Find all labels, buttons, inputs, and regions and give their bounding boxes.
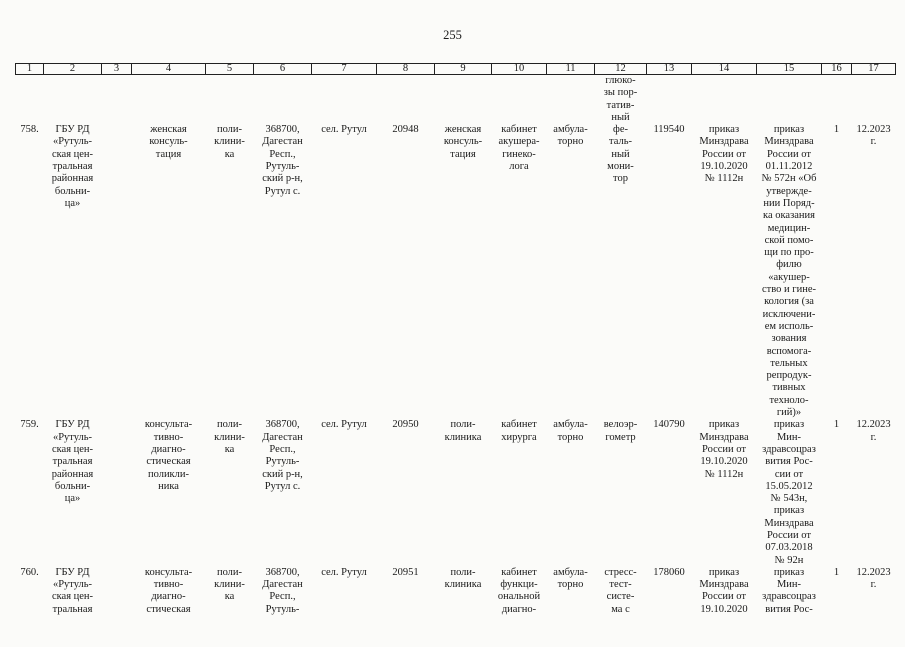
cell-line: амбула- bbox=[553, 419, 588, 431]
cell-line: 19.10.2020 bbox=[700, 603, 748, 615]
cell-line: тральная bbox=[52, 456, 93, 468]
cell-line: Минздрава bbox=[699, 579, 749, 591]
cell-line: 20951 bbox=[392, 566, 419, 578]
cell-date bbox=[852, 419, 896, 567]
cell-equipment-code bbox=[647, 124, 692, 419]
cell-row-number: 760. bbox=[20, 566, 39, 578]
cell-organization bbox=[44, 567, 102, 647]
cell-line: Мин- bbox=[776, 431, 802, 443]
column-header: 9 bbox=[435, 64, 492, 75]
cell-line: приказ bbox=[773, 419, 805, 431]
cell-line: амбула- bbox=[553, 566, 588, 578]
cell-line: ская цен- bbox=[51, 148, 94, 160]
cell-line: нии Поряд- bbox=[763, 197, 815, 209]
cell-line: поли- bbox=[216, 124, 243, 136]
cell-line: ника bbox=[158, 480, 179, 492]
cell-line: сел. Рутул bbox=[321, 124, 367, 136]
cell-department bbox=[132, 124, 206, 419]
cell-line: районная bbox=[51, 468, 94, 480]
cell-line: гий)» bbox=[776, 407, 802, 419]
cell-line: техноло- bbox=[769, 394, 809, 406]
cell-address bbox=[254, 419, 312, 567]
cell-line: 20950 bbox=[392, 419, 419, 431]
cell-line: 368700, bbox=[265, 124, 300, 136]
column-header: 7 bbox=[312, 64, 377, 75]
column-header: 1 bbox=[16, 64, 44, 75]
cell-line: «акушер- bbox=[768, 271, 810, 283]
cell-line: консульта- bbox=[144, 419, 193, 431]
table-row bbox=[16, 419, 896, 567]
cell-line: клини- bbox=[214, 431, 245, 443]
cell-line: ца» bbox=[64, 493, 81, 505]
cell-line: Респ., bbox=[269, 591, 296, 603]
column-header: 2 bbox=[44, 64, 102, 75]
cell-room bbox=[492, 419, 547, 567]
cell-line: консуль- bbox=[149, 136, 188, 148]
cell-code bbox=[377, 124, 435, 419]
cell-line: хирурга bbox=[501, 431, 537, 443]
cell-standard bbox=[757, 419, 822, 567]
cell-line: приказ bbox=[708, 124, 740, 136]
cell-line: гинеко- bbox=[502, 148, 536, 160]
cell-line: стическая bbox=[146, 456, 191, 468]
cell-line: приказ bbox=[773, 124, 805, 136]
cell-equipment bbox=[595, 567, 647, 647]
cell-line: акушера- bbox=[498, 136, 540, 148]
cell-row-number: 758. bbox=[20, 124, 39, 136]
cell-line: России от bbox=[702, 443, 746, 455]
cell-line: 12.2023 г. bbox=[856, 419, 891, 443]
cell-line: Дагестан bbox=[262, 431, 303, 443]
cell-line: ка bbox=[224, 148, 235, 160]
cell-line: женская bbox=[150, 124, 187, 136]
cell-line: женская bbox=[444, 124, 482, 136]
cell-department bbox=[132, 567, 206, 647]
cell-line: тивных bbox=[772, 382, 806, 394]
cell-equipment-code bbox=[647, 419, 692, 567]
cell-line: тест- bbox=[609, 579, 632, 591]
cell-line: исключени- bbox=[762, 308, 816, 320]
cell-line: № 92н bbox=[774, 554, 804, 566]
column-header: 4 bbox=[132, 64, 206, 75]
cell-line: медицин- bbox=[767, 222, 811, 234]
cell-line: тельных bbox=[770, 357, 808, 369]
cell-line: фе- bbox=[613, 124, 628, 136]
cell-subdivision bbox=[435, 124, 492, 419]
cell-facility-type bbox=[206, 124, 254, 419]
cell-line: России от bbox=[702, 591, 746, 603]
cell-line: Рутуль- bbox=[265, 161, 300, 173]
cell-line: вития Рос- bbox=[765, 456, 813, 468]
cell-line: ный bbox=[611, 111, 630, 123]
column-number-row bbox=[16, 64, 896, 75]
cell-line: стическая bbox=[146, 603, 191, 615]
cell-line: функци- bbox=[500, 579, 538, 591]
cell-line: мони- bbox=[607, 161, 634, 173]
cell-line: приказ bbox=[773, 505, 805, 517]
cell-line: здравсоцраз bbox=[762, 443, 816, 455]
cell-line: 19.10.2020 bbox=[700, 456, 748, 468]
cell-line: № 543н, bbox=[770, 493, 808, 505]
cell-col3 bbox=[102, 419, 132, 567]
cell-line: сел. Рутул bbox=[321, 419, 367, 431]
cell-line: России от bbox=[767, 148, 811, 160]
cell-line: ный bbox=[611, 148, 630, 160]
cell-line: ский р-н, bbox=[262, 468, 303, 480]
cell-line: 01.11.2012 bbox=[765, 161, 813, 173]
cell-line: Рутул с. bbox=[264, 480, 301, 492]
cell-line: консуль- bbox=[443, 136, 483, 148]
cell-care-form bbox=[547, 567, 595, 647]
cell-settlement bbox=[312, 419, 377, 567]
column-header: 5 bbox=[206, 64, 254, 75]
cell-line: кабинет bbox=[501, 566, 537, 578]
cell-line: тация bbox=[450, 148, 476, 160]
cell-standard bbox=[757, 124, 822, 419]
cell-line: систе- bbox=[606, 591, 635, 603]
cell-room bbox=[492, 124, 547, 419]
cell-line: ство и гине- bbox=[762, 284, 816, 296]
cell-line: 1 bbox=[833, 566, 840, 578]
cell-organization bbox=[44, 419, 102, 567]
cell-line: Дагестан bbox=[262, 136, 303, 148]
cell-line: вспомога- bbox=[766, 345, 812, 357]
cell-line: 19.10.2020 bbox=[700, 161, 748, 173]
cell-line: глюко- bbox=[605, 75, 636, 86]
cell-line: поли- bbox=[450, 566, 476, 578]
cell-line: больни- bbox=[54, 185, 91, 197]
cell-organization bbox=[44, 124, 102, 419]
cell-line: № 1112н bbox=[704, 173, 744, 185]
cell-standard bbox=[757, 567, 822, 647]
cell-line: «Рутуль- bbox=[52, 431, 93, 443]
cell-line: ца» bbox=[64, 197, 81, 209]
cell-line: «Рутуль- bbox=[52, 579, 93, 591]
cell-line: России от bbox=[702, 148, 746, 160]
cell-date bbox=[852, 567, 896, 647]
cell-line: торно bbox=[557, 431, 584, 443]
cell-line: 20948 bbox=[392, 124, 419, 136]
cell-line: Минздрава bbox=[764, 136, 814, 148]
cell-line: ской помо- bbox=[764, 234, 814, 246]
cell-line: Респ., bbox=[269, 148, 296, 160]
column-header: 13 bbox=[647, 64, 692, 75]
cell-line: тация bbox=[155, 148, 182, 160]
cell-line: ский р-н, bbox=[262, 173, 303, 185]
cell-line: ская цен- bbox=[51, 591, 94, 603]
cell-col3 bbox=[102, 567, 132, 647]
continuation-row bbox=[16, 75, 896, 125]
cell-line: тральная bbox=[52, 603, 93, 615]
cell-line: Минздрава bbox=[764, 517, 814, 529]
cell-line: клиника bbox=[444, 579, 482, 591]
cell-line: лога bbox=[509, 161, 529, 173]
cell-line: Рутул с. bbox=[264, 185, 301, 197]
cell-date bbox=[852, 124, 896, 419]
cell-line: Минздрава bbox=[699, 136, 749, 148]
cell-equipment-continued bbox=[595, 75, 647, 125]
cell-line: 12.2023 г. bbox=[856, 566, 891, 591]
cell-line: 1 bbox=[833, 124, 840, 136]
cell-facility-type bbox=[206, 567, 254, 647]
cell-order bbox=[692, 567, 757, 647]
cell-line: утвержде- bbox=[766, 185, 812, 197]
cell-line: 368700, bbox=[265, 419, 300, 431]
cell-settlement bbox=[312, 124, 377, 419]
cell-line: сел. Рутул bbox=[321, 566, 367, 578]
cell-line: диагно- bbox=[151, 591, 186, 603]
cell-line: приказ bbox=[773, 566, 805, 578]
cell-line: зования bbox=[771, 333, 807, 345]
page-number: 255 bbox=[443, 28, 462, 42]
cell-line: тивно- bbox=[153, 431, 184, 443]
cell-line: ка bbox=[224, 591, 235, 603]
cell-line: торно bbox=[557, 579, 584, 591]
cell-line: клини- bbox=[214, 136, 245, 148]
cell-address bbox=[254, 124, 312, 419]
cell-line: репродук- bbox=[766, 370, 812, 382]
cell-line: 15.05.2012 bbox=[765, 480, 813, 492]
column-header: 17 bbox=[852, 64, 896, 75]
cell-line: амбула- bbox=[553, 124, 588, 136]
cell-line: ем исполь- bbox=[764, 320, 814, 332]
cell-line: Рутуль- bbox=[265, 456, 300, 468]
cell-line: районная bbox=[51, 173, 94, 185]
cell-line: кабинет bbox=[501, 124, 537, 136]
cell-line: поликли- bbox=[147, 468, 190, 480]
cell-line: 07.03.2018 bbox=[765, 542, 813, 554]
column-header: 3 bbox=[102, 64, 132, 75]
cell-line: 178060 bbox=[653, 566, 685, 578]
cell-facility-type bbox=[206, 419, 254, 567]
cell-line: торно bbox=[557, 136, 584, 148]
cell-line: поли- bbox=[216, 566, 243, 578]
cell-line: поли- bbox=[216, 419, 243, 431]
cell-row-number: 759. bbox=[20, 419, 39, 431]
cell-line: здравсоцраз bbox=[762, 591, 816, 603]
cell-line: приказ bbox=[708, 566, 740, 578]
cell-line: зы пор- bbox=[603, 87, 638, 99]
cell-room bbox=[492, 567, 547, 647]
cell-line: 368700, bbox=[265, 566, 300, 578]
cell-quantity bbox=[822, 419, 852, 567]
cell-line: клиника bbox=[444, 431, 482, 443]
cell-line: тивно- bbox=[153, 579, 184, 591]
cell-subdivision bbox=[435, 419, 492, 567]
cell-col3 bbox=[102, 124, 132, 419]
cell-line: Мин- bbox=[776, 579, 802, 591]
cell-line: кабинет bbox=[501, 419, 537, 431]
cell-line: Рутуль- bbox=[265, 603, 300, 615]
cell-code bbox=[377, 567, 435, 647]
cell-line: ГБУ РД bbox=[55, 124, 90, 136]
cell-line: ГБУ РД bbox=[55, 566, 90, 578]
column-header: 14 bbox=[692, 64, 757, 75]
cell-line: диагно- bbox=[151, 443, 186, 455]
cell-line: ская цен- bbox=[51, 443, 94, 455]
cell-line: Минздрава bbox=[699, 431, 749, 443]
cell-quantity bbox=[822, 567, 852, 647]
cell-department bbox=[132, 419, 206, 567]
cell-line: сии от bbox=[774, 468, 804, 480]
column-header: 10 bbox=[492, 64, 547, 75]
cell-line: № 572н «Об bbox=[761, 173, 817, 185]
cell-line: «Рутуль- bbox=[52, 136, 93, 148]
cell-equipment-code bbox=[647, 567, 692, 647]
cell-line: консульта- bbox=[144, 566, 193, 578]
cell-line: ГБУ РД bbox=[55, 419, 90, 431]
cell-order bbox=[692, 419, 757, 567]
cell-line: клини- bbox=[214, 579, 245, 591]
cell-care-form bbox=[547, 419, 595, 567]
cell-equipment bbox=[595, 419, 647, 567]
cell-line: кология (за bbox=[764, 296, 814, 308]
cell-line: щи по про- bbox=[764, 247, 814, 259]
column-header: 16 bbox=[822, 64, 852, 75]
cell-line: ка bbox=[224, 443, 235, 455]
cell-line: татив- bbox=[606, 99, 635, 111]
cell-order bbox=[692, 124, 757, 419]
table-row bbox=[16, 124, 896, 419]
cell-subdivision bbox=[435, 567, 492, 647]
cell-equipment bbox=[595, 124, 647, 419]
column-header: 8 bbox=[377, 64, 435, 75]
table-row bbox=[16, 567, 896, 647]
cell-settlement bbox=[312, 567, 377, 647]
column-header: 12 bbox=[595, 64, 647, 75]
cell-line: больни- bbox=[54, 480, 91, 492]
cell-line: поли- bbox=[450, 419, 476, 431]
cell-line: филю bbox=[776, 259, 802, 271]
cell-line: таль- bbox=[609, 136, 632, 148]
cell-line: ка оказания bbox=[763, 210, 815, 222]
cell-line: Дагестан bbox=[262, 579, 303, 591]
cell-line: Респ., bbox=[269, 443, 296, 455]
cell-care-form bbox=[547, 124, 595, 419]
cell-line: тор bbox=[613, 173, 628, 185]
cell-line: тральная bbox=[52, 161, 93, 173]
column-header: 11 bbox=[547, 64, 595, 75]
cell-line: ональной bbox=[497, 591, 541, 603]
cell-line: ма с bbox=[611, 603, 630, 615]
cell-line: приказ bbox=[708, 419, 740, 431]
cell-line: диагно- bbox=[501, 603, 537, 615]
cell-line: 119540 bbox=[653, 124, 685, 136]
cell-line: велоэр- bbox=[603, 419, 638, 431]
cell-address bbox=[254, 567, 312, 647]
cell-code bbox=[377, 419, 435, 567]
column-header: 6 bbox=[254, 64, 312, 75]
column-header: 15 bbox=[757, 64, 822, 75]
cell-line: гометр bbox=[605, 431, 636, 443]
cell-line: 12.2023 г. bbox=[856, 124, 891, 148]
cell-line: 1 bbox=[833, 419, 840, 431]
cell-line: России от bbox=[767, 529, 811, 541]
cell-line: стресс- bbox=[604, 566, 637, 578]
cell-line: вития Рос- bbox=[765, 603, 813, 615]
cell-quantity bbox=[822, 124, 852, 419]
cell-line: № 1112н bbox=[704, 468, 744, 480]
register-table bbox=[15, 63, 896, 647]
cell-line: 140790 bbox=[653, 419, 685, 431]
